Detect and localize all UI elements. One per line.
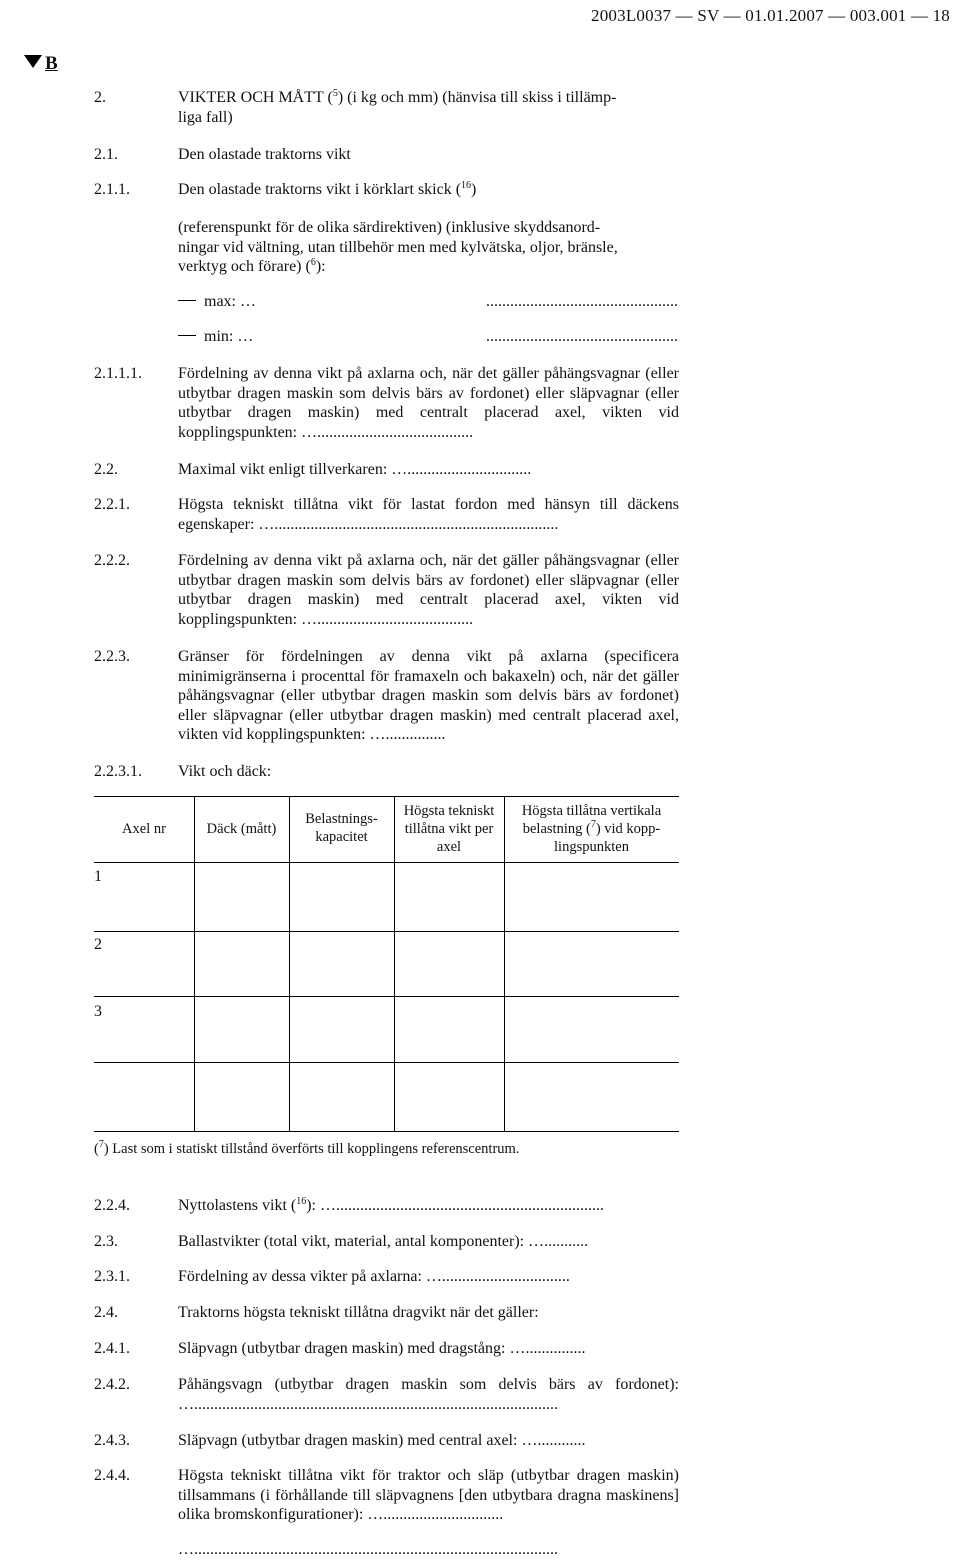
- col-header-axle: Axel nr: [122, 821, 166, 837]
- section-2-4: 2.4. Traktorns högsta tekniskt tillåtna dragvikt när det gäller:: [94, 1304, 539, 1321]
- table-divider: [289, 796, 290, 1131]
- table-row-rule: [94, 1062, 679, 1063]
- section-2-1: 2.1. Den olastade traktorns vikt: [94, 146, 351, 163]
- dash-mark: [178, 335, 196, 336]
- section-2-3-1: 2.3.1. Fördelning av dessa vikter på axlarna: …................................: [94, 1268, 570, 1285]
- col-header-max-axle: Högsta tekniskt tillåtna vikt per axel: [403, 803, 495, 855]
- max-field: max: … ................................................: [178, 292, 678, 312]
- table-row-number: 1: [94, 868, 102, 885]
- dash-mark: [178, 300, 196, 301]
- section-2-2-4: 2.2.4. Nyttolastens vikt ($^{16}$): …...................................................................: [94, 1196, 604, 1214]
- table-row-rule: [94, 931, 679, 932]
- trailing-dots-line: …...........................................................................................: [178, 1541, 558, 1558]
- table-top-rule: [94, 796, 679, 797]
- section-2-2-2: 2.2.2. Fördelning av denna vikt på axlarna och, när det gäller påhängsvagnar (eller utbytbar dragen maskin som delvis bärs av fordonet) eller släpvagnar (eller utbytbar dragen maskin) med centralt placerad axel, vikten vid kopplingspunkten: ….......................................: [94, 552, 679, 628]
- section-2-1-1: 2.1.1. Den olastade traktorns vikt i körklart skick ($^{16}$): [94, 180, 477, 198]
- table-row-rule: [94, 862, 679, 863]
- section-2-2-3-1: 2.2.3.1. Vikt och däck:: [94, 763, 272, 780]
- section-2-2: 2.2. Maximal vikt enligt tillverkaren: …...............................: [94, 461, 532, 478]
- section-2-1-1-note: (referenspunkt för de olika särdirektiven) (inklusive skyddsanord- ningar vid vältning, utan tillbehör men med kylvätska, oljor, bränsle, verktyg och förare) ($^6$):: [178, 219, 618, 275]
- section-2-4-2: 2.4.2. Påhängsvagn (utbytbar dragen maskin som delvis bärs av fordonet): …...........................................................................................: [94, 1376, 679, 1413]
- col-header-coupling-load: Högsta tillåtna vertikala belastning ($^7$) vid kopp- lingspunkten: [521, 803, 662, 855]
- section-2-4-1: 2.4.1. Släpvagn (utbytbar dragen maskin) med dragstång: …...............: [94, 1340, 586, 1357]
- section-2-4-4: 2.4.4. Högsta tekniskt tillåtna vikt för traktor och släp (utbytbar dragen maskin) tillsammans (i förhållande till släpvagnens [den utbytbara dragna maskinens] olika bromskonfigurationer): …..............................: [94, 1467, 679, 1523]
- table-row-rule: [94, 996, 679, 997]
- col-header-tire: Däck (mått): [206, 821, 277, 837]
- table-bottom-rule: [94, 1131, 679, 1132]
- section-2-3: 2.3. Ballastvikter (total vikt, material, antal komponenter): …...........: [94, 1233, 589, 1250]
- document-header: 2003L0037 — SV — 01.01.2007 — 003.001 — 18: [591, 6, 950, 25]
- min-field: min: … ................................................: [178, 327, 678, 347]
- section-2-4-3: 2.4.3. Släpvagn (utbytbar dragen maskin) med central axel: …............: [94, 1432, 586, 1449]
- amendment-marker: B: [24, 53, 58, 75]
- table-divider: [194, 796, 195, 1131]
- section-2: 2. VIKTER OCH MÅTT ($^5$) (i kg och mm) (hänvisa till skiss i tillämp- liga fall): [94, 88, 617, 126]
- section-2-2-3: 2.2.3. Gränser för fördelningen av denna vikt på axlarna (specificera minimigränserna i procenttal för framaxeln och bakaxeln) och, när det gäller påhängsvagnar (eller utbytbar dragen maskin som delvis bärs av fordonet) eller släpvagnar (eller utbytbar dragen maskin) med centralt placerad axel, vikten vid kopplingspunkten: …...............: [94, 648, 679, 743]
- col-header-capacity: Belastnings- kapacitet: [305, 811, 378, 845]
- section-2-2-1: 2.2.1. Högsta tekniskt tillåtna vikt för lastat fordon med hänsyn till däckens egenskaper: ….......................................................................: [94, 496, 679, 533]
- section-2-1-1-1: 2.1.1.1. Fördelning av denna vikt på axlarna och, när det gäller påhängsvagnar (eller utbytbar dragen maskin som delvis bärs av fordonet) eller släpvagnar (eller utbytbar dragen maskin) med centralt placerad axel, vikten vid kopplingspunkten: ….......................................: [94, 365, 679, 441]
- triangle-down-icon: [24, 55, 42, 68]
- table-row-number: 3: [94, 1003, 102, 1020]
- table-row-number: 2: [94, 936, 102, 953]
- footnote-7: ($^7$) Last som i statiskt tillstånd överförts till kopplingens referenscentrum.: [94, 1139, 520, 1157]
